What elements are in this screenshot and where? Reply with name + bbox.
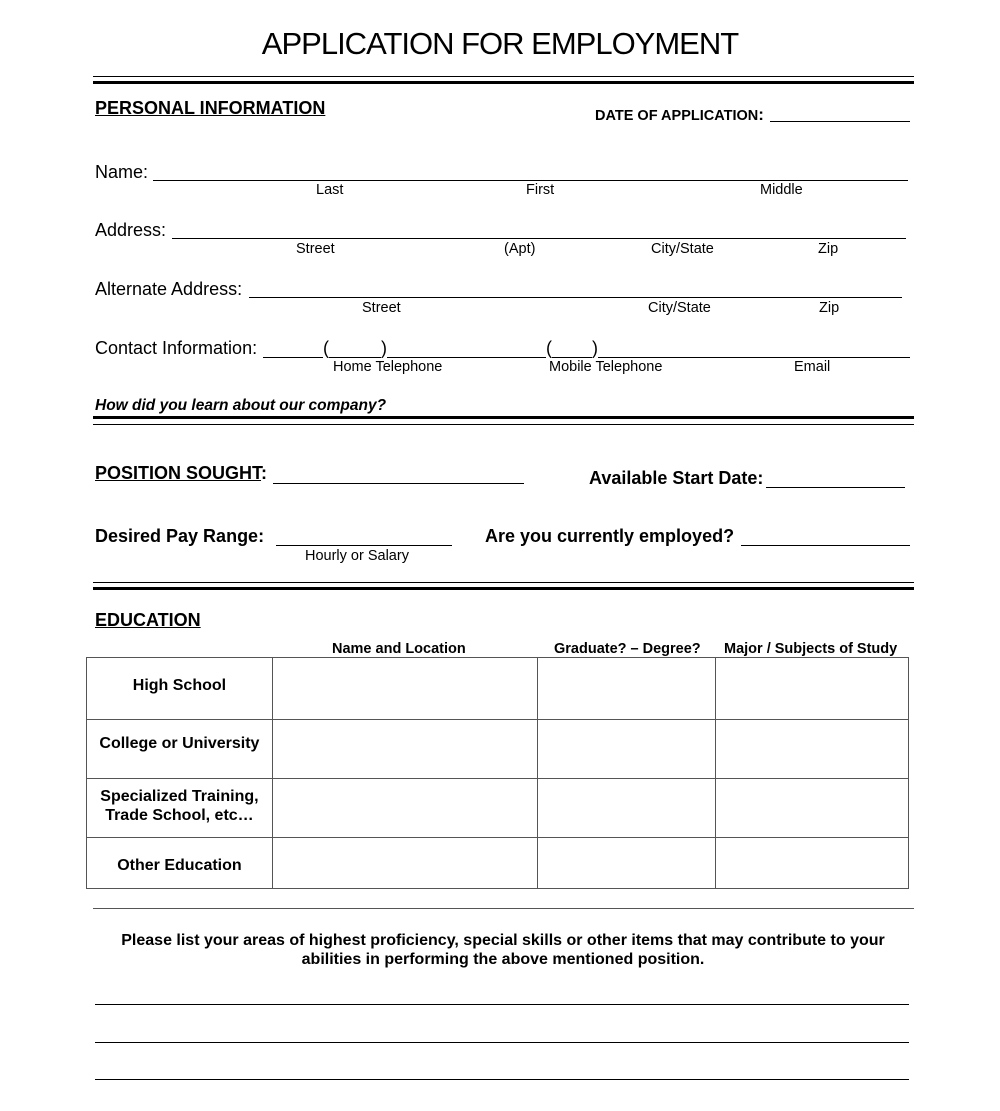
position-sought-label	[95, 463, 267, 484]
contact-sub-home-telephone: Home Telephone	[333, 359, 443, 375]
date-of-application-label	[595, 105, 764, 125]
edu-row-label-other-education	[87, 838, 273, 889]
table-row	[87, 720, 909, 779]
alt-address-field[interactable]	[249, 297, 902, 298]
section-rule-thick-2	[93, 587, 914, 590]
edu-row-label-line1: Specialized Training,	[100, 788, 259, 805]
edu-row-label-specialized-training	[87, 779, 273, 838]
high-school-name-location-cell[interactable]	[272, 658, 538, 720]
currently-employed-label: Are you currently employed?	[485, 526, 735, 546]
edu-row-label-line2: Trade School, etc…	[105, 807, 254, 824]
form-title: APPLICATION FOR EMPLOYMENT	[261, 26, 739, 61]
mobile-and-email-field[interactable]	[598, 357, 910, 358]
edu-row-label-high-school	[87, 658, 273, 720]
desired-pay-range-label: Desired Pay Range:	[95, 526, 265, 546]
edu-col-name-location: Name and Location	[332, 641, 466, 657]
other-graduate-cell[interactable]	[538, 838, 716, 889]
home-phone-prefix-field[interactable]	[263, 357, 323, 358]
section-rule-thin-1	[93, 424, 914, 425]
top-rule-thin	[93, 76, 914, 77]
contact-sub-email: Email	[794, 359, 831, 375]
college-name-location-cell[interactable]	[272, 720, 538, 779]
home-area-code-field[interactable]	[329, 357, 381, 358]
skills-prompt-line1: Please list your areas of highest proficiency, special skills or other items that may contribute to your	[121, 932, 885, 949]
other-major-cell[interactable]	[716, 838, 909, 889]
address-sub-street: Street	[296, 241, 335, 257]
date-label-text: DATE OF APPLICATION	[595, 108, 759, 124]
address-label: Address:	[95, 220, 167, 240]
mobile-area-open-paren: (	[546, 338, 552, 358]
edu-col-graduate-degree: Graduate? – Degree?	[554, 641, 701, 657]
mobile-area-close-paren: )	[592, 338, 598, 358]
address-sub-apt: (Apt)	[504, 241, 536, 257]
other-name-location-cell[interactable]	[272, 838, 538, 889]
pay-sub-hourly-or-salary: Hourly or Salary	[305, 548, 409, 564]
personal-info-heading: PERSONAL INFORMATION	[95, 98, 326, 118]
training-graduate-cell[interactable]	[538, 779, 716, 838]
edu-row-label-line1: College or University	[99, 734, 260, 752]
position-sought-heading: POSITION SOUGHT	[95, 463, 262, 483]
position-sought-field[interactable]	[273, 483, 524, 484]
skills-answer-line-2[interactable]	[95, 1042, 909, 1043]
alt-address-sub-zip: Zip	[819, 300, 840, 316]
name-field[interactable]	[153, 180, 908, 181]
name-sub-middle: Middle	[760, 182, 803, 198]
top-rule-thick	[93, 81, 914, 84]
address-field[interactable]	[172, 238, 906, 239]
edu-row-label-line1: Other Education	[117, 856, 242, 874]
home-area-open-paren: (	[323, 338, 329, 358]
section-rule-thick-1	[93, 416, 914, 419]
table-row	[87, 779, 909, 838]
education-heading: EDUCATION	[95, 610, 201, 630]
available-start-date-field[interactable]	[766, 487, 905, 488]
name-sub-first: First	[526, 182, 555, 198]
skills-prompt	[100, 931, 906, 969]
address-sub-city-state: City/State	[651, 241, 714, 257]
edu-col-major-subjects: Major / Subjects of Study	[724, 641, 898, 657]
training-name-location-cell[interactable]	[272, 779, 538, 838]
college-major-cell[interactable]	[716, 720, 909, 779]
contact-label: Contact Information:	[95, 338, 258, 358]
skills-divider	[93, 908, 914, 909]
table-row	[87, 838, 909, 889]
address-sub-zip: Zip	[818, 241, 839, 257]
date-of-application-field[interactable]	[770, 121, 910, 122]
section-rule-thin-2	[93, 582, 914, 583]
alt-address-sub-street: Street	[362, 300, 401, 316]
home-area-close-paren: )	[381, 338, 387, 358]
skills-prompt-line2: abilities in performing the above mentioned position.	[301, 951, 705, 968]
name-sub-last: Last	[316, 182, 344, 198]
skills-answer-line-3[interactable]	[95, 1079, 909, 1080]
desired-pay-range-field[interactable]	[276, 545, 452, 546]
training-major-cell[interactable]	[716, 779, 909, 838]
contact-sub-mobile-telephone: Mobile Telephone	[549, 359, 663, 375]
high-school-graduate-cell[interactable]	[538, 658, 716, 720]
education-table	[86, 657, 909, 889]
home-phone-number-field[interactable]	[387, 357, 546, 358]
table-row	[87, 658, 909, 720]
skills-answer-line-1[interactable]	[95, 1004, 909, 1005]
date-label-colon: :	[758, 105, 764, 124]
college-graduate-cell[interactable]	[538, 720, 716, 779]
currently-employed-field[interactable]	[741, 545, 910, 546]
available-start-date-label: Available Start Date:	[589, 468, 764, 488]
alt-address-label: Alternate Address:	[95, 279, 243, 299]
learn-about-company-question: How did you learn about our company?	[95, 397, 387, 414]
position-sought-colon: :	[261, 463, 268, 483]
name-label: Name:	[95, 162, 149, 182]
alt-address-sub-city-state: City/State	[648, 300, 711, 316]
edu-row-label-college	[87, 720, 273, 779]
mobile-area-code-field[interactable]	[552, 357, 592, 358]
edu-row-label-line1: High School	[132, 677, 227, 694]
high-school-major-cell[interactable]	[716, 658, 909, 720]
